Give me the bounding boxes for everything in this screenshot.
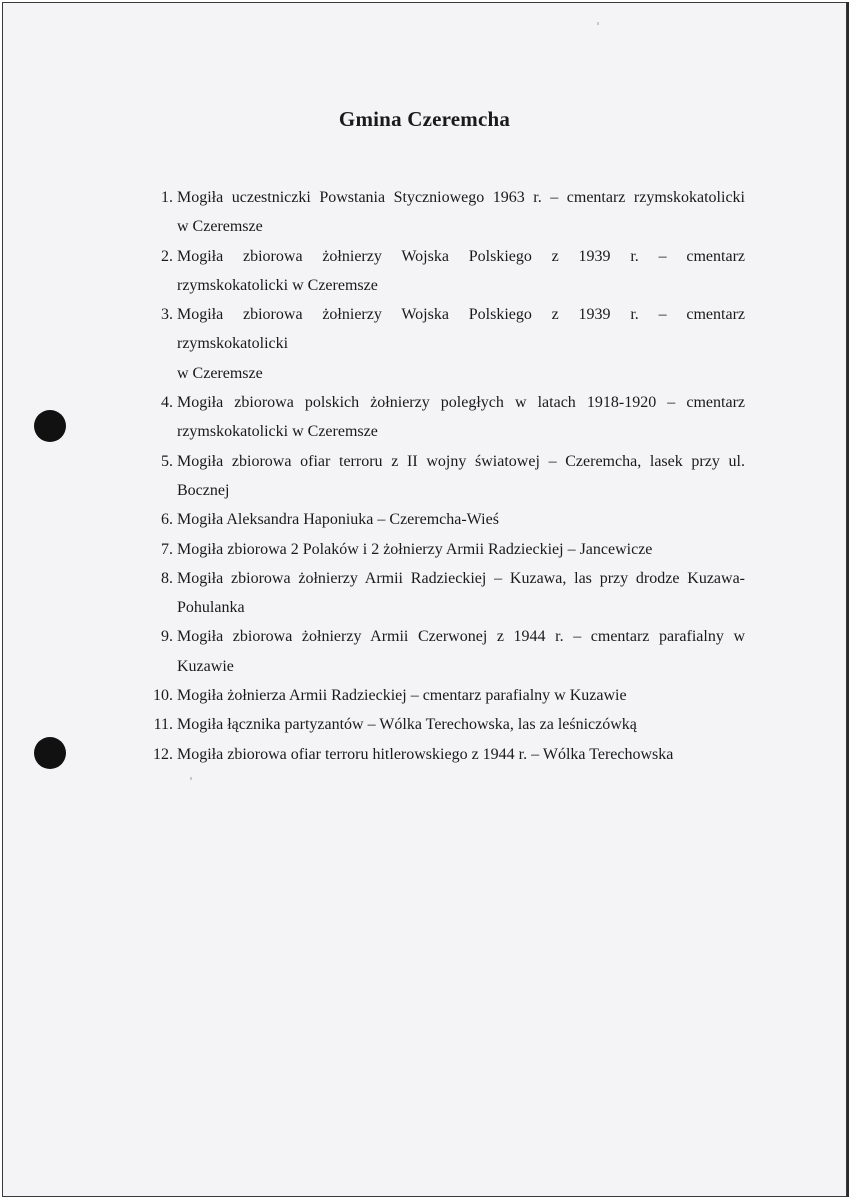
page-title: Gmina Czeremcha bbox=[338, 107, 511, 131]
list-item-number: 12. bbox=[153, 745, 173, 763]
list-item-number: 6. bbox=[161, 511, 173, 529]
list-item-text: Mogiła żołnierza Armii Radzieckiej – cmentarz parafialny w Kuzawie bbox=[177, 687, 627, 705]
list-item-text: Mogiła uczestniczki Powstania Styczniowego 1963 r. – cmentarz rzymskokatolicki bbox=[177, 189, 745, 206]
list-item-text: Mogiła zbiorowa żołnierzy Armii Radzieckiej – Kuzawa, las przy drodze Kuzawa- bbox=[177, 569, 745, 587]
list-item-number: 1. bbox=[161, 189, 173, 206]
list-item bbox=[145, 447, 745, 506]
list-item bbox=[145, 622, 745, 681]
punch-hole-bottom bbox=[34, 737, 66, 769]
list-item-text: Kuzawie bbox=[177, 657, 234, 675]
list-item-text: Mogiła zbiorowa żołnierzy Wojska Polskiego z 1939 r. – cmentarz bbox=[177, 247, 745, 265]
list-item-text: Mogiła zbiorowa żołnierzy Armii Czerwonej z 1944 r. – cmentarz parafialny w bbox=[177, 628, 745, 646]
list-item-number: 9. bbox=[161, 628, 173, 646]
list-item-text: Bocznej bbox=[177, 481, 230, 499]
list-item bbox=[145, 505, 745, 534]
list-item-number: 11. bbox=[153, 716, 173, 734]
list-item-number: 8. bbox=[161, 569, 173, 587]
list-item-text: Mogiła łącznika partyzantów – Wólka Terechowska, las za leśniczówką bbox=[177, 716, 637, 734]
list-item-text: Mogiła Aleksandra Haponiuka – Czeremcha-Wieś bbox=[177, 511, 499, 529]
grave-list bbox=[145, 183, 745, 769]
list-item-text: Mogiła zbiorowa ofiar terroru z II wojny światowej – Czeremcha, lasek przy ul. bbox=[177, 452, 745, 470]
list-item bbox=[145, 535, 745, 564]
list-item-text: Mogiła zbiorowa ofiar terroru hitlerowskiego z 1944 r. – Wólka Terechowska bbox=[177, 745, 674, 763]
list-item-number: 7. bbox=[161, 540, 173, 558]
punch-hole-top bbox=[34, 410, 66, 442]
scan-speck bbox=[597, 22, 599, 25]
list-item bbox=[145, 564, 745, 623]
list-item bbox=[145, 388, 745, 447]
list-item bbox=[145, 740, 745, 769]
list-item-text: Mogiła zbiorowa polskich żołnierzy poległych w latach 1918-1920 – cmentarz bbox=[177, 394, 745, 412]
list-item bbox=[145, 710, 745, 739]
list-item-number: 5. bbox=[161, 452, 173, 470]
list-item-text: w Czeremsze bbox=[177, 364, 263, 382]
list-item bbox=[145, 681, 745, 710]
list-item bbox=[145, 300, 745, 388]
list-item-text: rzymskokatolicki bbox=[177, 335, 289, 353]
list-item-number: 3. bbox=[161, 306, 173, 324]
list-item bbox=[145, 242, 745, 301]
list-item-text: rzymskokatolicki w Czeremsze bbox=[177, 423, 378, 441]
list-item-text: Mogiła zbiorowa 2 Polaków i 2 żołnierzy Armii Radzieckiej – Jancewicze bbox=[177, 540, 653, 558]
list-item-text: w Czeremsze bbox=[177, 218, 263, 236]
list-item-text: rzymskokatolicki w Czeremsze bbox=[177, 276, 378, 294]
list-item bbox=[145, 183, 745, 242]
list-item-number: 10. bbox=[153, 687, 173, 705]
list-item-number: 2. bbox=[161, 247, 173, 265]
scan-speck bbox=[190, 777, 192, 780]
list-item-number: 4. bbox=[161, 394, 173, 412]
list-item-text: Pohulanka bbox=[177, 599, 245, 617]
list-item-text: Mogiła zbiorowa żołnierzy Wojska Polskiego z 1939 r. – cmentarz bbox=[177, 306, 745, 324]
